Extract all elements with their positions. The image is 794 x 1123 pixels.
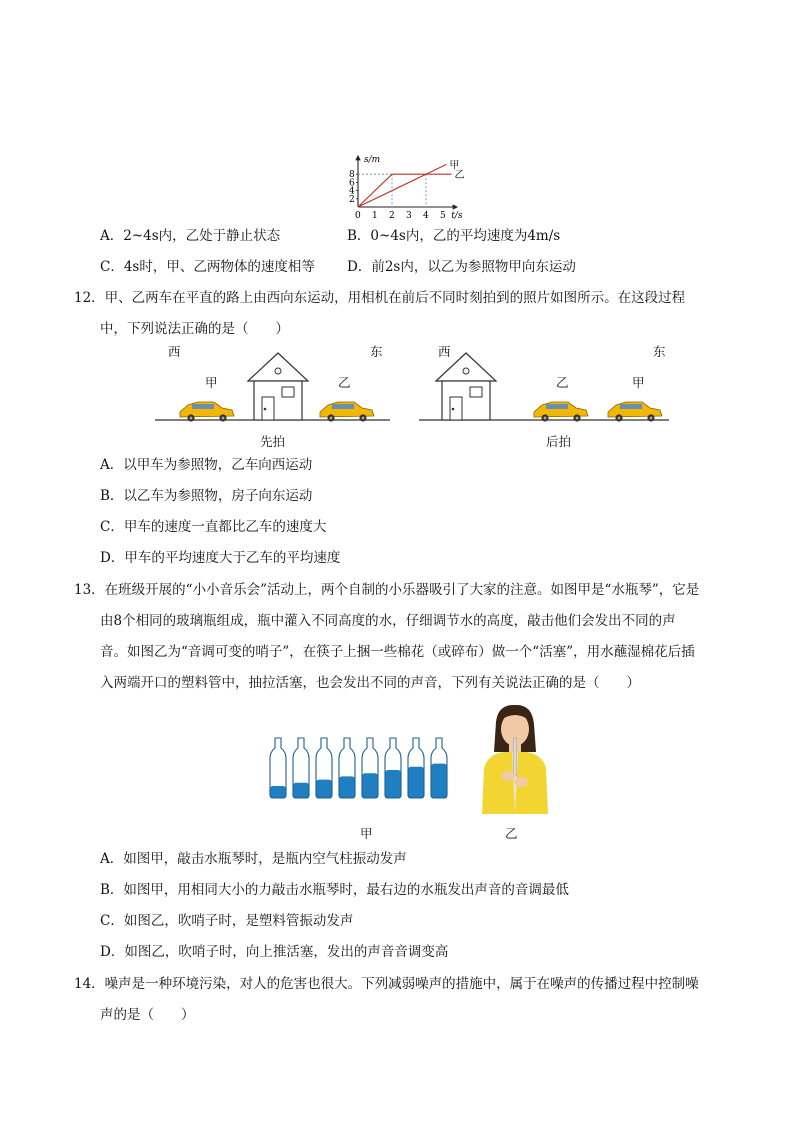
q12-option-b: B．以乙车为参照物，房子向东运动: [100, 488, 313, 504]
st-graph: [330, 92, 480, 222]
q12-stem-line2: 中，下列说法正确的是（ ）: [100, 321, 289, 337]
scene2-illustration: [414, 345, 674, 425]
q14-stem-line2: 声的是（ ）: [100, 1007, 195, 1023]
q13-stem-line2: 由8个相同的玻璃瓶组成，瓶中灌入不同高度的水，仔细调节水的高度，敲击他们会发出不同的声: [100, 613, 676, 629]
water-bottle: [293, 738, 309, 798]
scene1-house: [248, 353, 308, 420]
water-bottle-xylophone: [266, 736, 456, 802]
series-line-0: [358, 164, 446, 207]
q11-option-b: B．0~4s内，乙的平均速度为4m/s: [347, 228, 561, 244]
bottle-water: [362, 773, 378, 798]
x-tick-label-5: 5: [440, 211, 446, 221]
x-tick-label-0: 0: [355, 211, 361, 221]
water-bottle: [408, 738, 424, 798]
bottle-water: [408, 767, 424, 798]
q12-option-c: C．甲车的速度一直都比乙车的速度大: [100, 519, 327, 535]
scene1-car-a: [180, 402, 234, 422]
y-tick-label-0: 2: [349, 194, 355, 205]
scene2-west-label: 西: [438, 344, 451, 359]
q12-stem-line1: 12．甲、乙两车在平直的路上由西向东运动，用相机在前后不同时刻拍到的照片如图所示。在这段过程: [74, 290, 686, 306]
scene2-east-label: 东: [653, 344, 666, 359]
water-bottle: [339, 738, 355, 798]
scene2-car2-label: 甲: [632, 375, 645, 390]
figure-label-a: 甲: [360, 826, 373, 841]
q13-stem-line4: 入两端开口的塑料管中，抽拉活塞，也会发出不同的声音，下列有关说法正确的是（ ）: [100, 675, 640, 691]
bottle-water: [431, 764, 447, 798]
q13-stem-line3: 音。如图乙为“音调可变的哨子”，在筷子上捆一些棉花（或碎布）做一个“活塞”，用水蘸湿棉花后插: [100, 644, 695, 660]
bottle-water: [339, 776, 355, 798]
water-bottle: [385, 738, 401, 798]
y-tick-label-3: 8: [349, 170, 355, 181]
series-line-1: [358, 174, 452, 207]
bottle-water: [385, 770, 401, 798]
q13-option-d: D．如图乙，吹哨子时，向上推活塞，发出的声音音调变高: [100, 944, 449, 960]
q11-option-d: D．前2s内，以乙为参照物甲向东运动: [347, 259, 576, 275]
q12-option-d: D．甲车的平均速度大于乙车的平均速度: [100, 550, 341, 566]
bottle-water: [270, 786, 286, 798]
q13-option-c: C．如图乙，吹哨子时，是塑料管振动发声: [100, 913, 354, 929]
bottle-water: [316, 780, 332, 798]
water-bottle: [270, 738, 286, 798]
scene1-car2-label: 乙: [338, 375, 351, 390]
scene1-west-label: 西: [168, 344, 181, 359]
water-bottle: [431, 738, 447, 798]
scene1-car1-label: 甲: [205, 375, 218, 390]
x-tick-label-2: 2: [389, 211, 395, 221]
series-label-1: 乙: [454, 170, 465, 182]
q12-option-a: A．以甲车为参照物，乙车向西运动: [100, 457, 313, 473]
series-label-0: 甲: [449, 160, 460, 172]
q14-stem-line1: 14．噪声是一种环境污染，对人的危害也很大。下列减弱噪声的措施中，属于在噪声的传播过程中控制噪: [74, 976, 699, 992]
girl-blowing-whistle-image: [474, 702, 556, 814]
scene2-caption: 后拍: [546, 434, 572, 449]
scene2-car-b: [608, 402, 662, 422]
bottle-water: [293, 783, 309, 798]
x-tick-label-1: 1: [372, 211, 378, 221]
y-tick-label-2: 6: [349, 178, 355, 189]
water-bottle: [362, 738, 378, 798]
scene1-car-b: [320, 402, 374, 422]
scene2-car1-label: 乙: [556, 375, 569, 390]
scene2-car-a: [534, 402, 588, 422]
x-tick-label-3: 3: [406, 211, 412, 221]
x-tick-label-4: 4: [423, 211, 429, 221]
q13-option-b: B．如图甲，用相同大小的力敲击水瓶琴时，最右边的水瓶发出声音的音调最低: [100, 882, 569, 898]
q11-option-c: C．4s时，甲、乙两物体的速度相等: [100, 259, 315, 275]
water-bottle: [316, 738, 332, 798]
q13-option-a: A．如图甲，敲击水瓶琴时，是瓶内空气柱振动发声: [100, 851, 407, 867]
scene1-east-label: 东: [370, 344, 383, 359]
y-tick-label-1: 4: [349, 186, 355, 197]
scene1-caption: 先拍: [260, 434, 286, 449]
scene1-illustration: [150, 345, 395, 425]
x-axis-label: t/s: [451, 211, 463, 221]
q13-stem-line1: 13．在班级开展的“小小音乐会”活动上，两个自制的小乐器吸引了大家的注意。如图甲是“水瓶琴”，它是: [74, 582, 700, 598]
y-axis-label: s/m: [364, 154, 381, 165]
q11-option-a: A．2~4s内，乙处于静止状态: [100, 228, 281, 244]
scene2-house: [436, 353, 496, 420]
figure-label-b: 乙: [505, 826, 518, 841]
